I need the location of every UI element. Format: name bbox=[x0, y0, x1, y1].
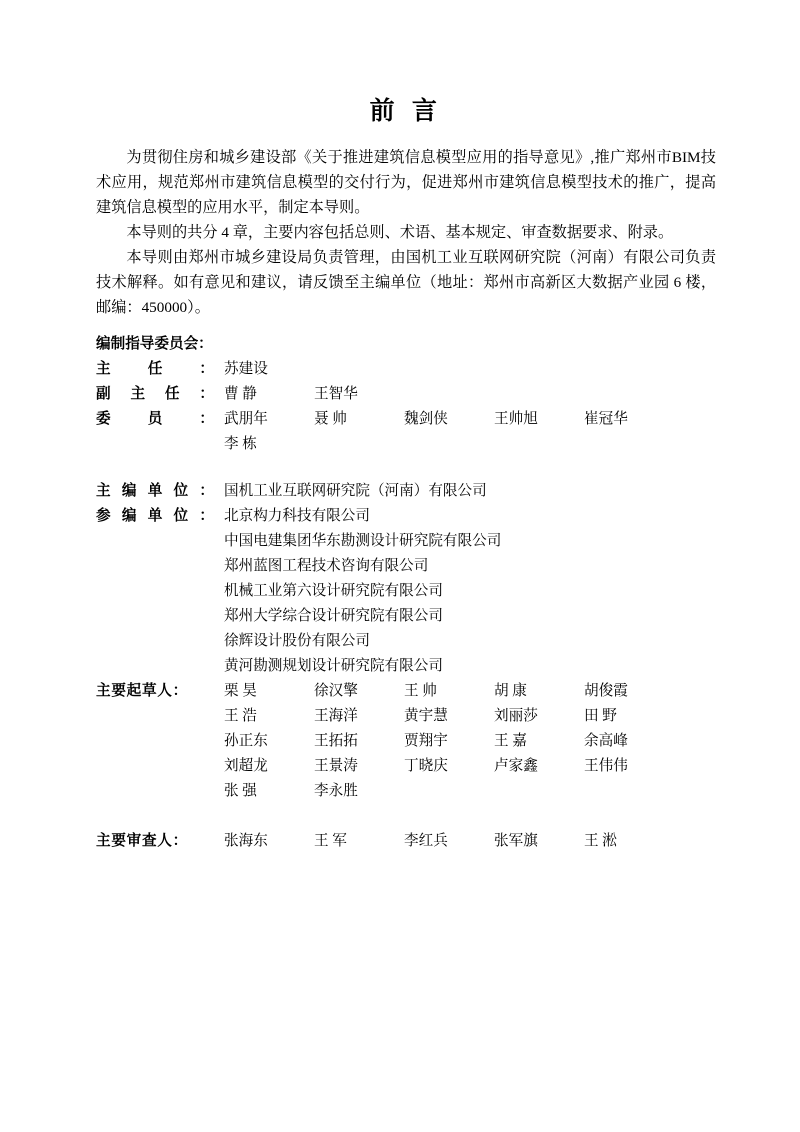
colon: ： bbox=[199, 482, 214, 499]
table-row bbox=[96, 554, 674, 579]
empty-label-cell bbox=[96, 754, 224, 779]
table-row bbox=[96, 504, 674, 529]
drafter-name: 徐汉擎 bbox=[314, 682, 358, 699]
name-cell bbox=[224, 357, 314, 382]
spacer-row bbox=[96, 804, 674, 829]
name-cell bbox=[224, 829, 314, 854]
name-cell bbox=[314, 704, 404, 729]
name-cell bbox=[584, 754, 674, 779]
name-cell bbox=[494, 779, 584, 804]
drafters-label: 主要起草人： bbox=[96, 682, 188, 699]
table-row bbox=[96, 704, 674, 729]
name-cell bbox=[314, 432, 404, 457]
participating-units-label: 参 编 单 位 ： bbox=[96, 504, 214, 529]
unit-name-cell bbox=[224, 529, 674, 554]
page-content bbox=[96, 0, 716, 854]
chief-editor-label: 主 编 单 位 ： bbox=[96, 479, 214, 504]
empty-label-cell bbox=[96, 704, 224, 729]
name-cell bbox=[314, 679, 404, 704]
name-cell bbox=[494, 407, 584, 432]
member-name: 聂 帅 bbox=[314, 410, 347, 427]
name-cell bbox=[584, 829, 674, 854]
name-cell bbox=[404, 382, 494, 407]
name-cell bbox=[314, 754, 404, 779]
drafter-name: 贾翔宇 bbox=[404, 732, 448, 749]
colon: ： bbox=[199, 385, 214, 402]
unit-name-cell bbox=[224, 479, 674, 504]
name-cell bbox=[224, 729, 314, 754]
name-cell bbox=[314, 779, 404, 804]
drafter-name: 刘超龙 bbox=[224, 757, 268, 774]
drafter-name: 李永胜 bbox=[314, 782, 358, 799]
member-name: 李 栋 bbox=[224, 435, 257, 452]
drafter-name: 王海洋 bbox=[314, 707, 358, 724]
name-cell bbox=[584, 729, 674, 754]
reviewers-label: 主要审查人： bbox=[96, 832, 188, 849]
name-cell bbox=[584, 382, 674, 407]
name-cell bbox=[224, 754, 314, 779]
drafter-name: 王拓拓 bbox=[314, 732, 358, 749]
table-row bbox=[96, 382, 674, 407]
member-name: 武朋年 bbox=[224, 410, 268, 427]
table-row bbox=[96, 407, 674, 432]
drafter-name: 孙正东 bbox=[224, 732, 268, 749]
empty-label-cell bbox=[96, 629, 224, 654]
preface-body bbox=[96, 145, 716, 320]
table-row bbox=[96, 357, 674, 382]
name-cell bbox=[314, 407, 404, 432]
name-cell bbox=[494, 704, 584, 729]
drafter-name: 胡俊霞 bbox=[584, 682, 628, 699]
table-row bbox=[96, 679, 674, 704]
name-cell bbox=[404, 704, 494, 729]
drafter-name: 刘丽莎 bbox=[494, 707, 538, 724]
name-cell bbox=[404, 729, 494, 754]
table-row bbox=[96, 479, 674, 504]
name-cell bbox=[314, 357, 404, 382]
table-row bbox=[96, 754, 674, 779]
name-cell bbox=[494, 729, 584, 754]
participating-label-cell bbox=[96, 504, 224, 529]
name-cell bbox=[404, 407, 494, 432]
name-cell bbox=[404, 829, 494, 854]
member-name: 崔冠华 bbox=[584, 410, 628, 427]
members-label: 委 员 ： bbox=[96, 407, 214, 432]
paragraph-2: 本导则的共分 4 章，主要内容包括总则、术语、基本规定、审查数据要求、附录。 bbox=[126, 223, 674, 241]
table-row bbox=[96, 579, 674, 604]
name-cell bbox=[314, 829, 404, 854]
unit-name-cell bbox=[224, 629, 674, 654]
name-cell bbox=[494, 382, 584, 407]
name-cell bbox=[224, 704, 314, 729]
name-cell bbox=[404, 779, 494, 804]
spacer-cell bbox=[96, 457, 674, 479]
director-label-cell bbox=[96, 357, 224, 382]
unit-name-cell bbox=[224, 504, 674, 529]
name-cell bbox=[584, 407, 674, 432]
reviewer-name: 王 军 bbox=[314, 832, 347, 849]
paragraph-1: 为贯彻住房和城乡建设部《关于推进建筑信息模型应用的指导意见》,推广郑州市BIM技术应用，规范郑州市建筑信息模型的交付行为，促进郑州市建筑信息模型技术的推广，提高建筑信息模型的应用水平，制定本导则。 bbox=[96, 148, 716, 216]
name-cell bbox=[584, 704, 674, 729]
name-cell bbox=[584, 357, 674, 382]
name-cell bbox=[224, 679, 314, 704]
name-cell bbox=[224, 432, 314, 457]
participating-unit: 北京构力科技有限公司 bbox=[224, 507, 370, 524]
drafter-name: 王 浩 bbox=[224, 707, 257, 724]
drafter-name: 王 嘉 bbox=[494, 732, 527, 749]
table-row bbox=[96, 529, 674, 554]
name-cell bbox=[404, 679, 494, 704]
director-name: 苏建设 bbox=[224, 360, 268, 377]
participating-unit: 黄河勘测规划设计研究院有限公司 bbox=[224, 657, 443, 674]
chief-editor-label-cell bbox=[96, 479, 224, 504]
drafter-name: 田 野 bbox=[584, 707, 617, 724]
reviewers-label-cell bbox=[96, 829, 224, 854]
reviewer-name: 张海东 bbox=[224, 832, 268, 849]
spacer-row bbox=[96, 457, 674, 479]
deputy-director-label-cell bbox=[96, 382, 224, 407]
unit-name-cell bbox=[224, 654, 674, 679]
name-cell bbox=[404, 754, 494, 779]
table-row bbox=[96, 604, 674, 629]
drafter-name: 栗 昊 bbox=[224, 682, 257, 699]
name-cell bbox=[224, 407, 314, 432]
deputy-director-label: 副 主 任 ： bbox=[96, 382, 214, 407]
drafter-name: 胡 康 bbox=[494, 682, 527, 699]
table-row bbox=[96, 654, 674, 679]
unit-name-cell bbox=[224, 604, 674, 629]
page-title: 前 言 bbox=[369, 98, 443, 125]
colon: ： bbox=[199, 507, 214, 524]
table-row bbox=[96, 729, 674, 754]
name-cell bbox=[494, 679, 584, 704]
member-name: 魏剑侠 bbox=[404, 410, 448, 427]
member-name: 王帅旭 bbox=[494, 410, 538, 427]
paragraph-3: 本导则由郑州市城乡建设局负责管理，由国机工业互联网研究院（河南）有限公司负责技术解释。如有意见和建议，请反馈至主编单位（地址：郑州市高新区大数据产业园 6 楼，邮编：450000）。 bbox=[96, 248, 716, 316]
name-cell bbox=[314, 382, 404, 407]
chief-editor-unit: 国机工业互联网研究院（河南）有限公司 bbox=[224, 482, 487, 499]
name-cell bbox=[224, 382, 314, 407]
drafter-name: 张 强 bbox=[224, 782, 257, 799]
empty-label-cell bbox=[96, 579, 224, 604]
name-cell bbox=[494, 432, 584, 457]
committee-heading-cell bbox=[96, 332, 674, 357]
drafter-name: 黄宇慧 bbox=[404, 707, 448, 724]
name-cell bbox=[224, 779, 314, 804]
members-label-cell bbox=[96, 407, 224, 432]
table-row bbox=[96, 432, 674, 457]
drafter-name: 卢家鑫 bbox=[494, 757, 538, 774]
empty-label-cell bbox=[96, 529, 224, 554]
committee-heading: 编制指导委员会： bbox=[96, 335, 213, 352]
table-row bbox=[96, 332, 674, 357]
name-cell bbox=[494, 829, 584, 854]
participating-unit: 中国电建集团华东勘测设计研究院有限公司 bbox=[224, 532, 502, 549]
reviewer-name: 张军旗 bbox=[494, 832, 538, 849]
participating-unit: 郑州大学综合设计研究院有限公司 bbox=[224, 607, 443, 624]
empty-label-cell bbox=[96, 779, 224, 804]
table-row bbox=[96, 829, 674, 854]
name-cell bbox=[494, 357, 584, 382]
spacer-cell bbox=[96, 804, 674, 829]
colon: ： bbox=[199, 410, 214, 427]
participating-unit: 机械工业第六设计研究院有限公司 bbox=[224, 582, 443, 599]
reviewer-name: 李红兵 bbox=[404, 832, 448, 849]
drafter-name: 余高峰 bbox=[584, 732, 628, 749]
drafter-name: 王 帅 bbox=[404, 682, 437, 699]
empty-label-cell bbox=[96, 432, 224, 457]
name-cell bbox=[584, 779, 674, 804]
drafter-name: 王伟伟 bbox=[584, 757, 628, 774]
drafters-label-cell bbox=[96, 679, 224, 704]
name-cell bbox=[404, 432, 494, 457]
reviewer-name: 王 淞 bbox=[584, 832, 617, 849]
director-label: 主 任 ： bbox=[96, 357, 214, 382]
participating-unit: 郑州蓝图工程技术咨询有限公司 bbox=[224, 557, 429, 574]
participating-unit: 徐辉设计股份有限公司 bbox=[224, 632, 370, 649]
empty-label-cell bbox=[96, 729, 224, 754]
name-cell bbox=[314, 729, 404, 754]
deputy-director-name: 曹 静 bbox=[224, 385, 257, 402]
unit-name-cell bbox=[224, 579, 674, 604]
drafter-name: 丁晓庆 bbox=[404, 757, 448, 774]
table-row bbox=[96, 629, 674, 654]
deputy-director-name: 王智华 bbox=[314, 385, 358, 402]
colon: ： bbox=[199, 360, 214, 377]
name-cell bbox=[584, 679, 674, 704]
empty-label-cell bbox=[96, 604, 224, 629]
drafter-name: 王景涛 bbox=[314, 757, 358, 774]
credits-table bbox=[96, 332, 674, 854]
empty-label-cell bbox=[96, 654, 224, 679]
name-cell bbox=[494, 754, 584, 779]
name-cell bbox=[584, 432, 674, 457]
unit-name-cell bbox=[224, 554, 674, 579]
name-cell bbox=[404, 357, 494, 382]
table-row bbox=[96, 779, 674, 804]
empty-label-cell bbox=[96, 554, 224, 579]
